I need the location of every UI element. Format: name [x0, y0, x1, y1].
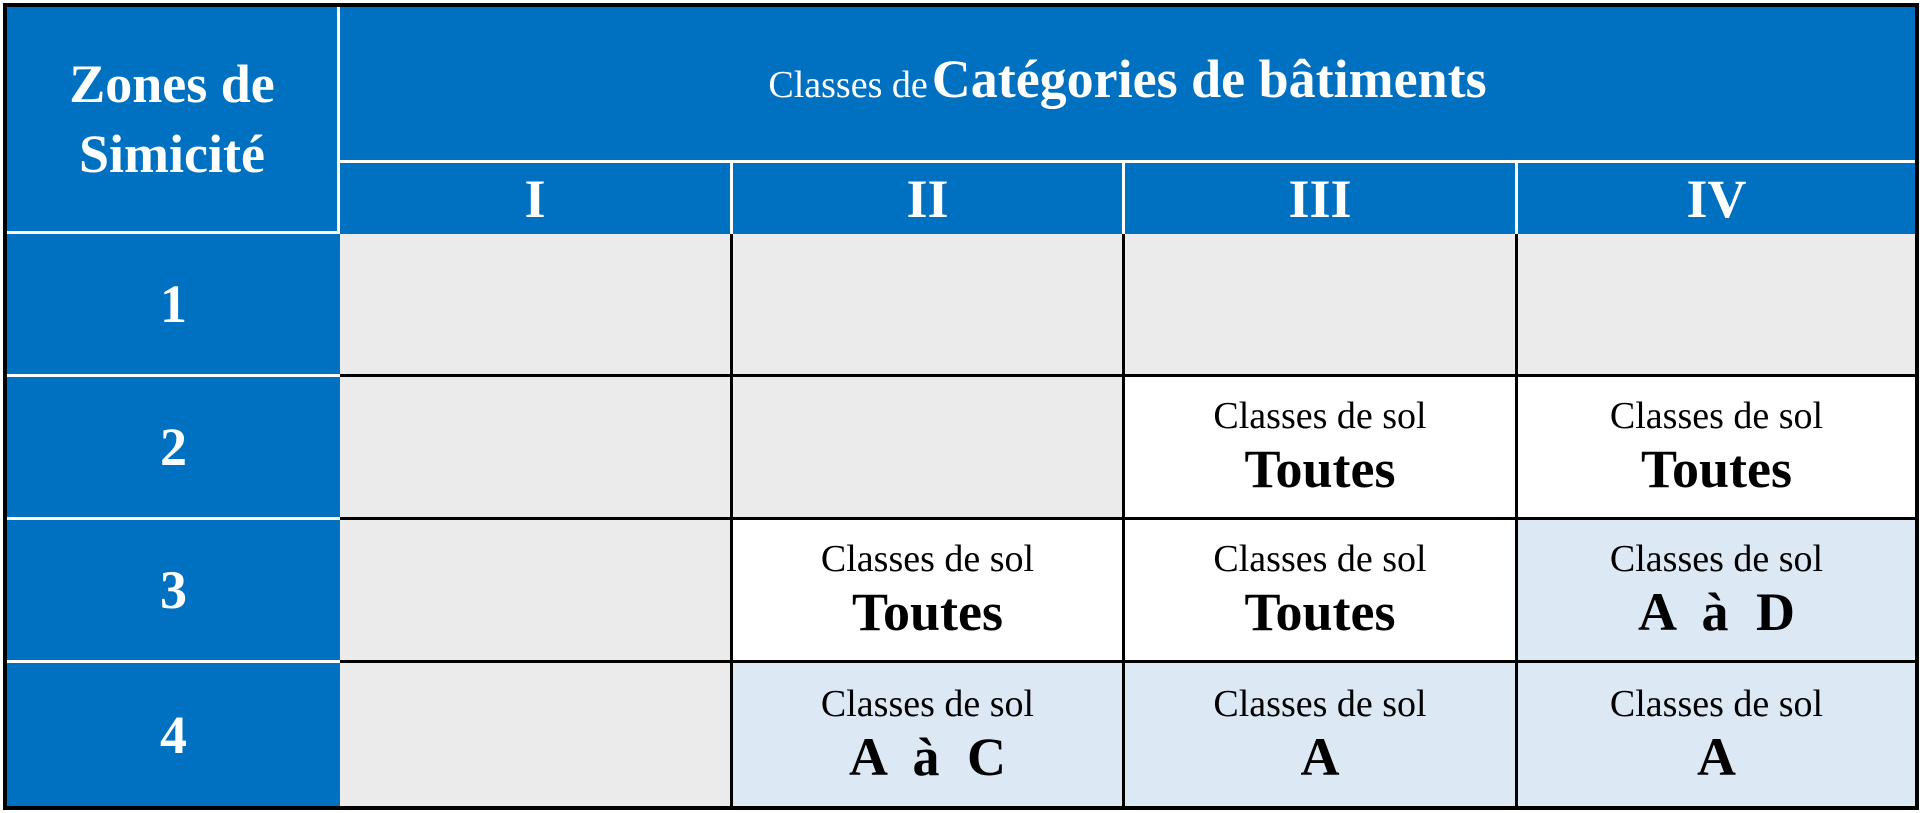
soil-class-label: Classes de sol: [1213, 682, 1427, 725]
table-cell: [1518, 520, 1915, 663]
table-cell: [1518, 377, 1915, 520]
column-header-iii: III: [1125, 163, 1518, 234]
soil-class-value: Toutes: [1244, 439, 1396, 499]
soil-class-label: Classes de sol: [1609, 538, 1824, 580]
table-cell: [1518, 234, 1915, 377]
zone-label: 3: [7, 520, 340, 663]
soil-class-label: Classes de sol: [1213, 538, 1427, 580]
categories-prefix: Classes de: [768, 63, 928, 106]
soil-class-value: Toutes: [1640, 439, 1793, 499]
column-header-i: I: [340, 163, 733, 234]
zone-label: 1: [7, 234, 340, 377]
soil-class-label: Classes de sol: [820, 538, 1035, 580]
soil-class-label: Classes de sol: [820, 682, 1035, 725]
zone-label: 2: [7, 377, 340, 520]
table-cell: [340, 377, 733, 520]
table-cell: [733, 520, 1125, 663]
soil-class-value: A à D: [1637, 582, 1795, 642]
zone-header: [7, 7, 340, 234]
soil-class-value: A: [1697, 726, 1736, 787]
categories-header: [340, 7, 1915, 163]
soil-class-value: Toutes: [851, 582, 1004, 642]
soil-class-value: Toutes: [1244, 582, 1396, 642]
zone-label: 4: [7, 663, 340, 806]
table-cell: [340, 234, 733, 377]
table-cell: [1125, 377, 1518, 520]
column-header-iv: IV: [1518, 163, 1915, 234]
seismic-category-table: [3, 3, 1919, 810]
soil-class-label: Classes de sol: [1609, 682, 1824, 725]
table-cell: [340, 663, 733, 806]
table-cell: [340, 520, 733, 663]
soil-class-value: A à C: [848, 726, 1006, 787]
table-cell: [1125, 520, 1518, 663]
table-cell: [1125, 234, 1518, 377]
table-cell: [1518, 663, 1915, 806]
table-cell: [733, 377, 1125, 520]
soil-class-label: Classes de sol: [1609, 395, 1824, 437]
zone-header-label: Zones de Simicité: [69, 54, 275, 184]
column-header-ii: II: [733, 163, 1125, 234]
table-cell: [1125, 663, 1518, 806]
table-cell: [733, 234, 1125, 377]
categories-title: Catégories de bâtiments: [931, 48, 1487, 109]
table-cell: [733, 663, 1125, 806]
soil-class-label: Classes de sol: [1213, 395, 1427, 437]
soil-class-value: A: [1300, 726, 1340, 787]
